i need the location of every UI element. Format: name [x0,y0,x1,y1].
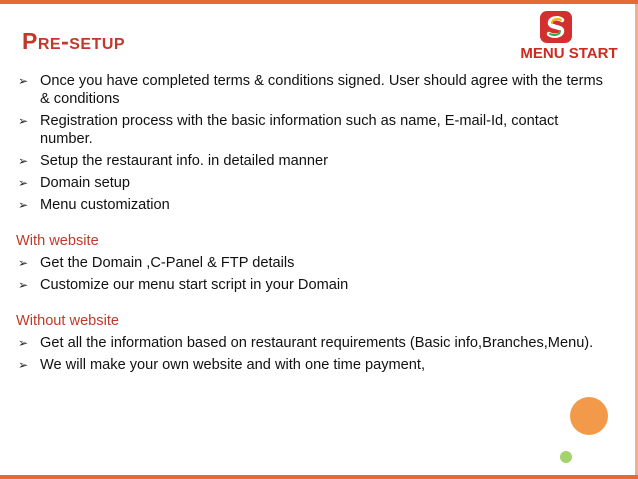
logo-text: MENU START [520,45,618,62]
menu-start-logo [508,11,630,65]
decorative-green-circle [560,451,572,463]
top-border [0,0,638,4]
s-logo-icon [540,11,572,43]
arrow-bullet-icon: ➢ [18,198,29,212]
arrow-bullet-icon: ➢ [18,358,29,372]
list-item: ➢ We will make your own website and with one time payment, [18,357,426,373]
list-item: ➢ Setup the restaurant info. in detailed manner [18,153,329,169]
with-website-list [16,254,612,294]
arrow-bullet-icon: ➢ [18,256,29,270]
list-item: ➢ Get all the information based on restaurant requirements (Basic info,Branches,Menu). [18,335,594,351]
list-item: ➢ Menu customization [18,197,170,213]
without-website-list [16,334,612,374]
slide-content [16,72,612,378]
arrow-bullet-icon: ➢ [18,154,29,168]
list-item: ➢ Get the Domain ,C-Panel & FTP details [18,255,295,271]
bottom-border [0,475,638,479]
slide-title: Pre-setup [22,28,126,54]
arrow-bullet-icon: ➢ [18,176,29,190]
main-bullet-list [16,72,612,214]
arrow-bullet-icon: ➢ [18,74,29,88]
arrow-bullet-icon: ➢ [18,336,29,350]
without-website-heading: Without website [16,313,120,329]
with-website-heading: With website [16,233,99,249]
decorative-orange-circle [570,397,608,435]
arrow-bullet-icon: ➢ [18,114,29,128]
list-item: ➢ Domain setup [18,175,131,191]
list-item: ➢ Once you have completed terms & conditions signed. User should agree with the terms & conditions [18,73,603,107]
arrow-bullet-icon: ➢ [18,278,29,292]
list-item: ➢ Customize our menu start script in your Domain [18,277,349,293]
list-item: ➢ Registration process with the basic information such as name, E-mail-Id, contact number. [18,113,559,147]
